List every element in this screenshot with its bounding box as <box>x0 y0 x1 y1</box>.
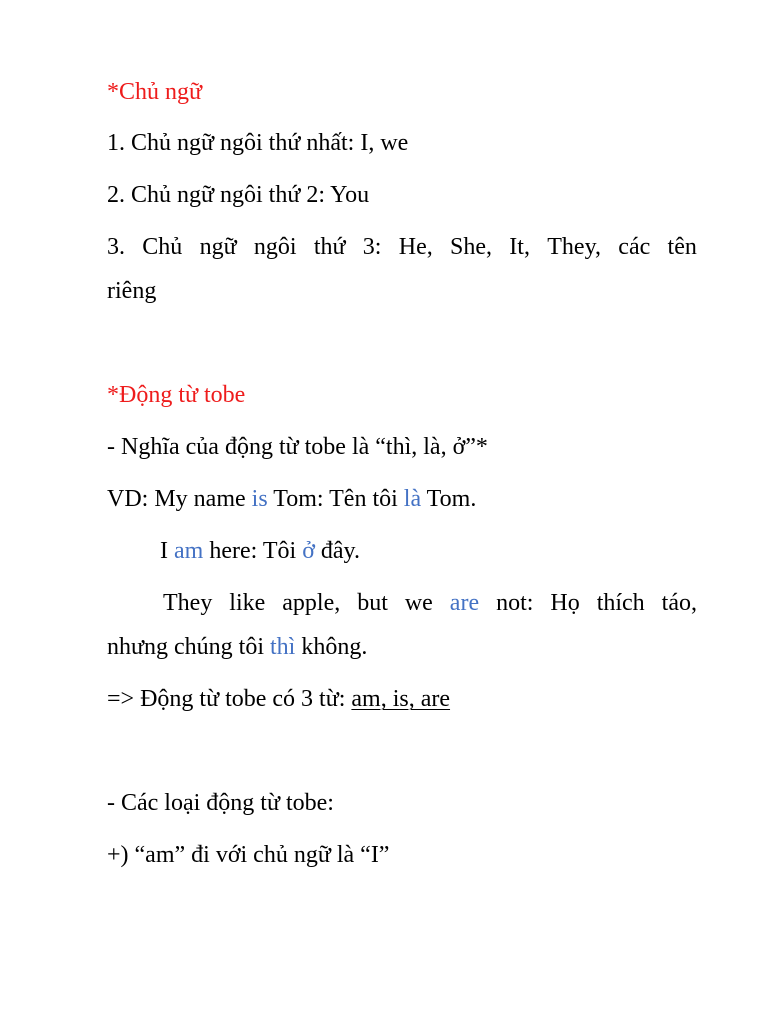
example-1-prefix: VD: My name <box>107 486 252 512</box>
example-2-mid: here: Tôi <box>203 538 303 564</box>
subject-item-3-word: They, <box>547 234 602 260</box>
example-3-word: táo, <box>661 590 697 616</box>
tobe-conclusion-prefix: => Động từ tobe có 3 từ: <box>107 686 352 712</box>
example-3-word: not: <box>496 590 534 616</box>
example-1-highlight-is: is <box>251 486 268 512</box>
subject-item-3-word: Chủ <box>142 234 183 260</box>
subject-heading: *Chủ ngữ <box>107 79 203 105</box>
subject-item-3-words <box>107 233 697 261</box>
example-3-word: thích <box>596 590 645 616</box>
example-2-prefix: I <box>160 538 174 564</box>
subject-item-3-word: 3: <box>362 234 382 260</box>
example-3-word: They <box>163 590 213 616</box>
example-2-highlight-am: am <box>174 538 204 564</box>
subject-item-3-word: tên <box>667 234 697 260</box>
tobe-conclusion-words: am, is, are <box>351 686 451 712</box>
example-3-word: but <box>357 590 388 616</box>
subject-item-3-word: She, <box>450 234 493 260</box>
example-3-word: we <box>404 590 433 616</box>
example-1-highlight-la: là <box>403 486 422 512</box>
example-3-words <box>163 589 697 617</box>
subject-item-3-word: It, <box>509 234 530 260</box>
types-item-1: +) “am” đi với chủ ngữ là “I” <box>107 842 390 868</box>
tobe-heading: *Động từ tobe <box>107 382 246 408</box>
example-3-word: Họ <box>550 590 580 616</box>
types-heading: - Các loại động từ tobe: <box>107 790 334 816</box>
example-3-highlight-are: are <box>449 590 480 616</box>
example-1-mid: Tom: Tên tôi <box>267 486 404 512</box>
subject-item-3-word: ngôi <box>253 234 297 260</box>
example-3-continuation <box>107 633 697 661</box>
example-3-highlight-thi: thì <box>270 634 296 660</box>
example-3-word: like <box>229 590 266 616</box>
example-3-cont-prefix: nhưng chúng tôi <box>107 634 270 660</box>
example-2-suffix: đây. <box>314 538 360 564</box>
subject-item-3-word: ngữ <box>199 234 237 260</box>
example-1-suffix: Tom. <box>421 486 477 512</box>
subject-item-3-word: thứ <box>313 234 346 260</box>
example-1 <box>107 485 697 513</box>
subject-item-3-word: 3. <box>107 234 125 260</box>
example-2 <box>160 537 697 565</box>
subject-item-3-continuation: riêng <box>107 278 157 304</box>
example-3-word: apple, <box>282 590 341 616</box>
example-2-highlight-o: ở <box>302 538 315 564</box>
subject-item-2: 2. Chủ ngữ ngôi thứ 2: You <box>107 182 370 208</box>
tobe-meaning: - Nghĩa của động từ tobe là “thì, là, ở”* <box>107 434 488 460</box>
example-3 <box>163 589 697 617</box>
subject-item-3 <box>107 233 697 261</box>
subject-item-1: 1. Chủ ngữ ngôi thứ nhất: I, we <box>107 130 409 156</box>
example-3-cont-suffix: không. <box>295 634 368 660</box>
subject-item-3-word: He, <box>398 234 433 260</box>
tobe-conclusion <box>107 685 697 713</box>
subject-item-3-word: các <box>618 234 651 260</box>
